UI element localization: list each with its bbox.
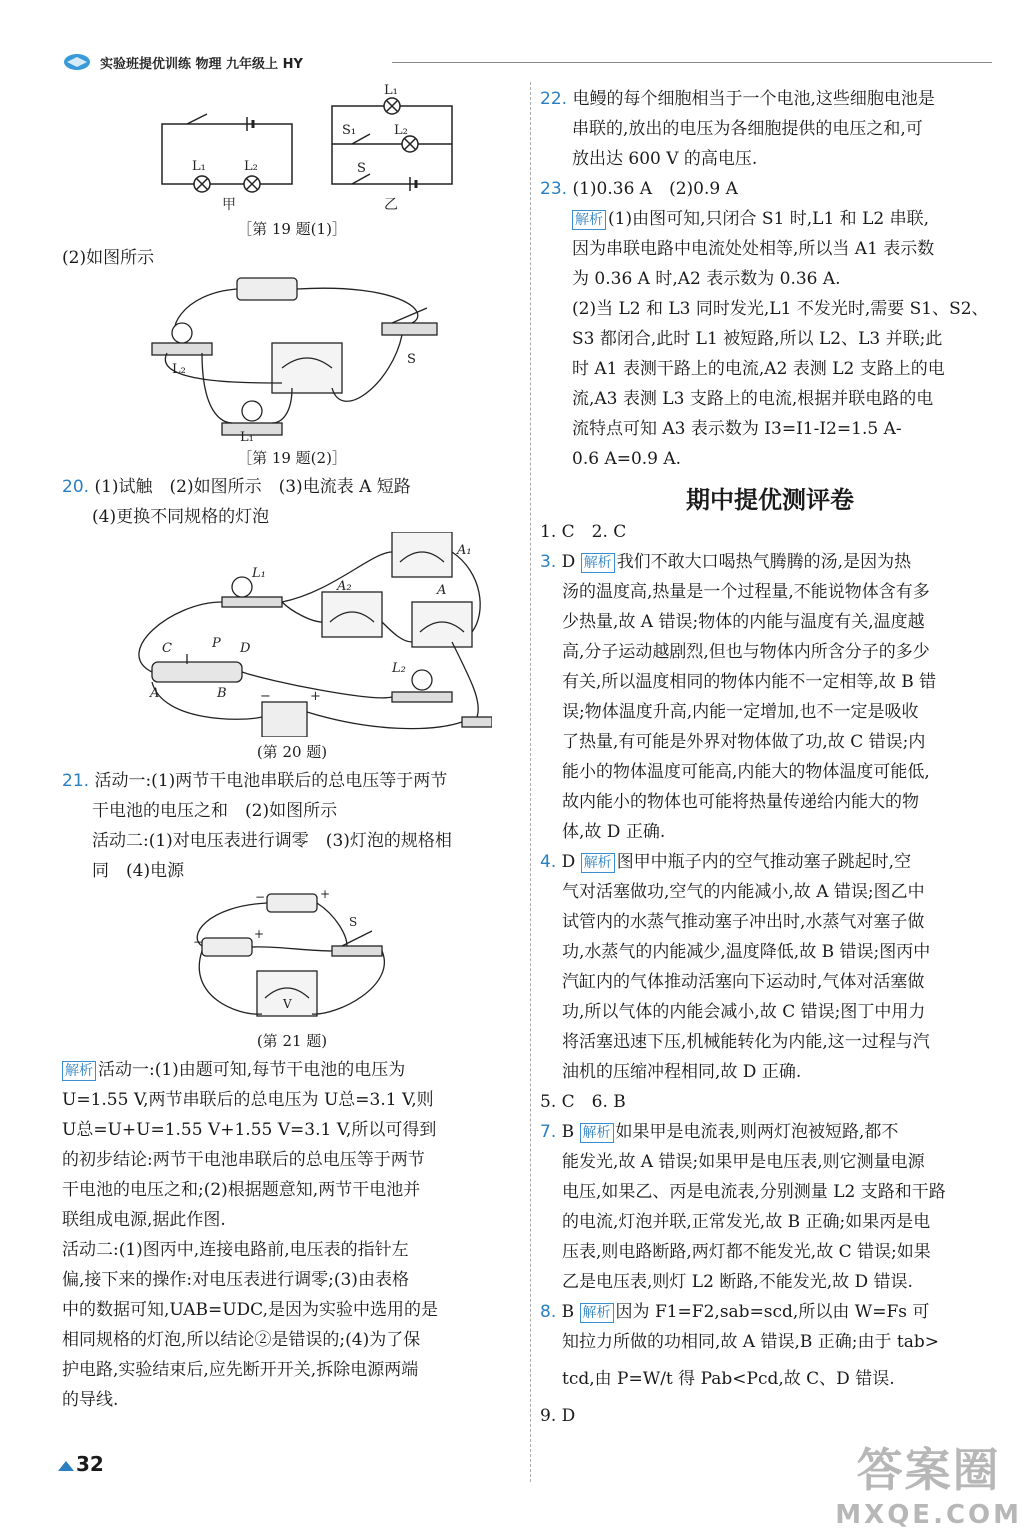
q22-line-0 bbox=[540, 84, 1000, 114]
header-title: 实验班提优训练 物理 九年级上 HY bbox=[100, 57, 303, 72]
svg-text:−: − bbox=[255, 890, 266, 904]
q3-line-8: 故内能小的物体也可能将热量传递给内能大的物 bbox=[562, 792, 919, 812]
q23-analysis-text-0: (1)由图可知,只闭合 S1 时,L1 和 L2 串联, bbox=[608, 209, 929, 229]
q4-text-0: 图甲中瓶子内的空气推动塞子跳起时,空 bbox=[616, 852, 912, 872]
q4-line-2: 试管内的水蒸气推动塞子冲出时,水蒸气对塞子做 bbox=[562, 912, 925, 932]
svg-text:S: S bbox=[349, 915, 358, 929]
q3-number: 3. bbox=[540, 552, 557, 572]
q3-line-1: 汤的温度高,热量是一个过程量,不能说物体含有多 bbox=[562, 582, 930, 602]
q4-line-5: 功,所以气体的内能会减小,故 C 错误;图丁中用力 bbox=[562, 1002, 926, 1022]
svg-text:D: D bbox=[240, 641, 251, 656]
q3-line-4: 有关,所以温度相同的物体内能不一定相等,故 B 错 bbox=[562, 672, 937, 692]
q7-number: 7. bbox=[540, 1122, 557, 1142]
q23-answer-text: (1)0.36 A (2)0.9 A bbox=[572, 179, 738, 199]
q8-text-0: 因为 F1=F2,sab=scd,所以由 W=Fs 可 bbox=[615, 1302, 930, 1322]
q8-answer: B bbox=[561, 1302, 575, 1322]
q23-analysis-7: 流特点可知 A3 表示数为 I3=I1-I2=1.5 A- bbox=[572, 419, 902, 439]
q3-line-9: 体,故 D 正确. bbox=[562, 822, 666, 842]
right-column bbox=[540, 84, 1000, 1431]
watermark-url: MXQE.COM bbox=[835, 1500, 1022, 1530]
q4-line-3: 功,水蒸气的内能减少,温度降低,故 B 错误;图丙中 bbox=[562, 942, 931, 962]
watermark bbox=[835, 1434, 1022, 1530]
svg-text:L₁: L₁ bbox=[192, 159, 206, 174]
q21-analysis-3: 的初步结论:两节干电池串联后的总电压等于两节 bbox=[62, 1150, 425, 1170]
q21-analysis-6: 活动二:(1)图丙中,连接电路前,电压表的指针左 bbox=[62, 1240, 409, 1260]
q7-line-3: 的电流,灯泡并联,正常发光,故 B 正确;如果丙是电 bbox=[562, 1212, 931, 1232]
q22-number: 22. bbox=[540, 89, 568, 109]
svg-text:L₂: L₂ bbox=[394, 123, 408, 138]
svg-text:+: + bbox=[320, 887, 331, 901]
q3-text-0: 我们不敢大口喝热气腾腾的汤,是因为热 bbox=[616, 552, 912, 572]
q4-answer: D bbox=[561, 852, 576, 872]
svg-text:A: A bbox=[150, 686, 160, 701]
q21-text-0: 活动一:(1)两节干电池串联后的总电压等于两节 bbox=[94, 771, 448, 791]
q9-answer: 9. D bbox=[540, 1406, 576, 1426]
q22-line-1: 串联的,放出的电压为各细胞提供的电压之和,可 bbox=[572, 119, 923, 139]
q3-line-2: 少热量,故 A 错误;物体的内能与温度有关,温度越 bbox=[562, 612, 925, 632]
svg-text:P: P bbox=[212, 636, 221, 651]
q20-line2: (4)更换不同规格的灯泡 bbox=[92, 507, 270, 527]
q20-answer-1: (1)试触 (2)如图所示 (3)电流表 A 短路 bbox=[94, 477, 411, 497]
q7-text-0: 如果甲是电流表,则两灯泡被短路,都不 bbox=[615, 1122, 899, 1142]
q23-analysis-3: (2)当 L2 和 L3 同时发光,L1 不发光时,需要 S1、S2、 bbox=[572, 299, 989, 319]
q8-line-0 bbox=[540, 1297, 1000, 1327]
book-logo-icon bbox=[62, 52, 92, 72]
q21-analysis-9: 相同规格的灯泡,所以结论②是错误的;(4)为了保 bbox=[62, 1330, 421, 1350]
q21-line-0 bbox=[62, 766, 522, 796]
svg-text:C: C bbox=[162, 641, 172, 656]
svg-text:−: − bbox=[260, 689, 271, 704]
q7-answer: B bbox=[561, 1122, 575, 1142]
q4-line-1: 气对活塞做功,空气的内能减小,故 A 错误;图乙中 bbox=[562, 882, 925, 902]
q21-analysis-1: U=1.55 V,两节串联后的总电压为 U总=3.1 V,则 bbox=[62, 1090, 434, 1110]
q23-analysis-2: 为 0.36 A 时,A2 表示数为 0.36 A. bbox=[572, 269, 841, 289]
q8-number: 8. bbox=[540, 1302, 557, 1322]
svg-text:S: S bbox=[357, 161, 366, 176]
svg-text:A₁: A₁ bbox=[457, 543, 472, 558]
q22-text-0: 电鳗的每个细胞相当于一个电池,这些细胞电池是 bbox=[572, 89, 935, 109]
q21-analysis-text-0: 活动一:(1)由题可知,每节干电池的电压为 bbox=[98, 1060, 406, 1080]
q7-line-1: 能发光,故 A 错误;如果甲是电压表,则它测量电源 bbox=[562, 1152, 925, 1172]
svg-text:A₂: A₂ bbox=[337, 579, 352, 594]
q4-line-0 bbox=[540, 847, 1000, 877]
q21-analysis-7: 偏,接下来的操作:对电压表进行调零;(3)由表格 bbox=[62, 1270, 409, 1290]
q23-analysis-4: S3 都闭合,此时 L1 被短路,所以 L2、L3 并联;此 bbox=[572, 329, 943, 349]
q4-line-7: 油机的压缩冲程相同,故 D 正确. bbox=[562, 1062, 802, 1082]
fig20-caption: (第 20 题) bbox=[256, 743, 328, 761]
left-column bbox=[62, 84, 522, 1415]
page-number bbox=[58, 1452, 104, 1476]
figure-20-wiring bbox=[92, 532, 492, 737]
q21-analysis-8: 中的数据可知,UAB=UDC,是因为实验中选用的是 bbox=[62, 1300, 438, 1320]
svg-text:L₂: L₂ bbox=[172, 362, 186, 377]
q8-line-1: 知拉力所做的功相同,故 A 错误,B 正确;由于 tab> bbox=[562, 1332, 940, 1352]
analysis-tag-q23: 解析 bbox=[572, 210, 606, 230]
q3-line-5: 误;物体温度升高,内能一定增加,也不一定是吸收 bbox=[562, 702, 919, 722]
analysis-tag-q8: 解析 bbox=[580, 1303, 614, 1323]
analysis-tag-q4: 解析 bbox=[581, 853, 615, 873]
page-header bbox=[62, 50, 992, 74]
q1-2-answers: 1. C 2. C bbox=[540, 522, 627, 542]
analysis-tag-q7: 解析 bbox=[580, 1123, 614, 1143]
fig19-label-yi: 乙 bbox=[384, 197, 398, 213]
q7-line-0 bbox=[540, 1117, 1000, 1147]
svg-text:S₁: S₁ bbox=[342, 123, 357, 138]
q20-number: 20. bbox=[62, 477, 90, 497]
q22-line-2: 放出达 600 V 的高电压. bbox=[572, 149, 758, 169]
q8-line-2: tcd,由 P=W/t 得 Pab<Pcd,故 C、D 错误. bbox=[562, 1369, 895, 1389]
q4-number: 4. bbox=[540, 852, 557, 872]
q19-2-text: (2)如图所示 bbox=[62, 248, 155, 268]
q23-answer bbox=[540, 174, 1000, 204]
q7-line-5: 乙是电压表,则灯 L2 断路,不能发光,故 D 错误. bbox=[562, 1272, 913, 1292]
q3-answer: D bbox=[561, 552, 576, 572]
q5-6-answers: 5. C 6. B bbox=[540, 1092, 626, 1112]
svg-text:L₁: L₁ bbox=[252, 566, 266, 581]
figure-19-1-circuits bbox=[152, 84, 482, 214]
svg-text:A: A bbox=[437, 583, 447, 598]
q23-analysis-8: 0.6 A=0.9 A. bbox=[572, 449, 682, 469]
fig19-label-jia: 甲 bbox=[222, 197, 236, 213]
section-title: 期中提优测评卷 bbox=[686, 486, 854, 514]
q4-line-4: 汽缸内的气体推动活塞向下运动时,气体对活塞做 bbox=[562, 972, 925, 992]
column-divider bbox=[530, 82, 531, 1482]
q3-line-6: 了热量,有可能是外界对物体做了功,故 C 错误;内 bbox=[562, 732, 926, 752]
q21-line-1: 干电池的电压之和 (2)如图所示 bbox=[92, 801, 338, 821]
q21-analysis-5: 联组成电源,据此作图. bbox=[62, 1210, 226, 1230]
header-rule bbox=[392, 62, 992, 63]
figure-19-2-wiring bbox=[142, 273, 442, 443]
svg-text:+: + bbox=[310, 689, 321, 704]
svg-text:L₂: L₂ bbox=[392, 661, 406, 676]
svg-text:+: + bbox=[254, 927, 265, 941]
svg-text:L₁: L₁ bbox=[384, 84, 398, 98]
q21-line-3: 同 (4)电源 bbox=[92, 861, 185, 881]
watermark-main: 答案圈 bbox=[856, 1443, 1001, 1497]
q23-analysis-5: 时 A1 表测干路上的电流,A2 表测 L2 支路上的电 bbox=[572, 359, 945, 379]
q23-analysis-0 bbox=[540, 204, 1000, 234]
figure-21-wiring bbox=[187, 886, 397, 1026]
q3-line-7: 能小的物体温度可能高,内能大的物体温度可能低, bbox=[562, 762, 930, 782]
q21-analysis-10: 护电路,实验结束后,应先断开开关,拆除电源两端 bbox=[62, 1360, 419, 1380]
analysis-tag: 解析 bbox=[62, 1061, 96, 1081]
q4-line-6: 将活塞迅速下压,机械能转化为内能,这一过程与汽 bbox=[562, 1032, 930, 1052]
q21-analysis-11: 的导线. bbox=[62, 1390, 119, 1410]
svg-text:B: B bbox=[217, 686, 227, 701]
q23-number: 23. bbox=[540, 179, 568, 199]
q23-analysis-6: 流,A3 表测 L3 支路上的电流,根据并联电路的电 bbox=[572, 389, 934, 409]
q21-analysis-2: U总=U+U=1.55 V+1.55 V=3.1 V,所以可得到 bbox=[62, 1120, 437, 1140]
page-number-text: 32 bbox=[76, 1452, 104, 1476]
q3-line-3: 高,分子运动越剧烈,但也与物体内所含分子的多少 bbox=[562, 642, 930, 662]
svg-text:S: S bbox=[407, 352, 416, 367]
fig21-caption: (第 21 题) bbox=[256, 1032, 328, 1050]
q21-analysis-0 bbox=[62, 1055, 522, 1085]
svg-text:V: V bbox=[283, 997, 292, 1011]
q21-number: 21. bbox=[62, 771, 90, 791]
q7-line-4: 压表,则电路断路,两灯都不能发光,故 C 错误;如果 bbox=[562, 1242, 931, 1262]
q21-line-2: 活动二:(1)对电压表进行调零 (3)灯泡的规格相 bbox=[92, 831, 452, 851]
q20-line1 bbox=[62, 472, 522, 502]
fig19-2-caption: ［第 19 题(2)］ bbox=[237, 449, 347, 467]
q3-line-0 bbox=[540, 547, 1000, 577]
q23-analysis-1: 因为串联电路中电流处处相等,所以当 A1 表示数 bbox=[572, 239, 935, 259]
analysis-tag-q3: 解析 bbox=[581, 553, 615, 573]
q21-analysis-4: 干电池的电压之和;(2)根据题意知,两节干电池并 bbox=[62, 1180, 421, 1200]
fig19-1-caption: ［第 19 题(1)］ bbox=[237, 220, 347, 238]
svg-text:−: − bbox=[193, 935, 204, 949]
svg-text:L₂: L₂ bbox=[244, 159, 258, 174]
q7-line-2: 电压,如果乙、丙是电流表,分别测量 L2 支路和干路 bbox=[562, 1182, 946, 1202]
svg-text:L₁: L₁ bbox=[240, 430, 254, 443]
page-arrow-icon bbox=[58, 1461, 74, 1471]
